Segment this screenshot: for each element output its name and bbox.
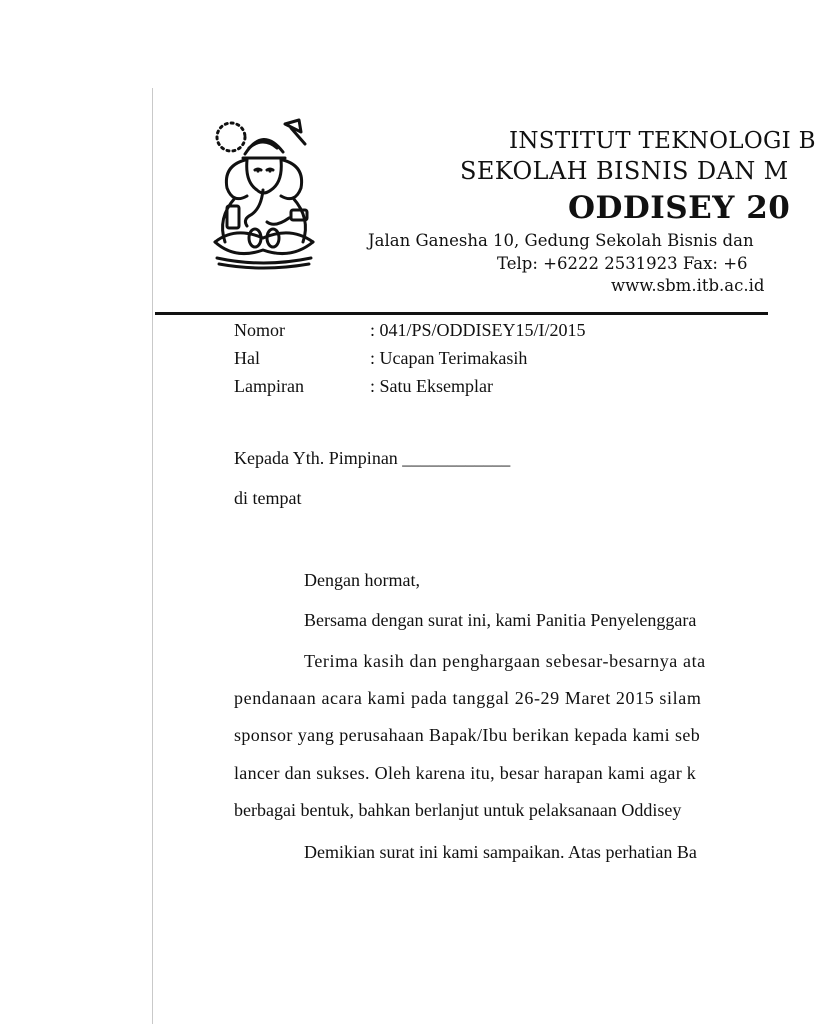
page-left-edge (152, 88, 153, 1024)
header-divider (155, 312, 768, 315)
paragraph-3: Demikian surat ini kami sampaikan. Atas perhatian Ba (304, 842, 697, 862)
meta-value: : 041/PS/ODDISEY15/I/2015 (370, 320, 586, 340)
recipient-location: di tempat (234, 488, 302, 508)
paragraph-2-line-4: lancer dan sukses. Oleh karena itu, besar harapan kami agar k (234, 763, 697, 783)
paragraph-2-line-1: Terima kasih dan penghargaan sebesar-besarnya ata (304, 651, 706, 671)
meta-value: : Ucapan Terimakasih (370, 348, 528, 368)
paragraph-2-line-2: pendanaan acara kami pada tanggal 26-29 Maret 2015 silam (234, 688, 702, 708)
school-name: SEKOLAH BISNIS DAN M (460, 157, 789, 185)
address: Jalan Ganesha 10, Gedung Sekolah Bisnis dan (368, 231, 754, 250)
recipient-line: Kepada Yth. Pimpinan ____________ (234, 448, 511, 468)
meta-label: Hal (234, 348, 260, 368)
institution-name: INSTITUT TEKNOLOGI B (509, 128, 816, 154)
salutation: Dengan hormat, (304, 570, 420, 590)
paragraph-2-line-5: berbagai bentuk, bahkan berlanjut untuk pelaksanaan Oddisey (234, 800, 682, 820)
phone-fax: Telp: +6222 2531923 Fax: +6 (497, 254, 748, 273)
paragraph-1: Bersama dengan surat ini, kami Panitia Penyelenggara (304, 610, 697, 630)
meta-label: Lampiran (234, 376, 304, 396)
website: www.sbm.itb.ac.id (611, 276, 765, 295)
paragraph-2-line-3: sponsor yang perusahaan Bapak/Ibu berikan kepada kami seb (234, 725, 701, 745)
letterhead (300, 0, 816, 310)
event-name: ODDISEY 20 (568, 190, 791, 226)
meta-value: : Satu Eksemplar (370, 376, 493, 396)
meta-label: Nomor (234, 320, 285, 340)
